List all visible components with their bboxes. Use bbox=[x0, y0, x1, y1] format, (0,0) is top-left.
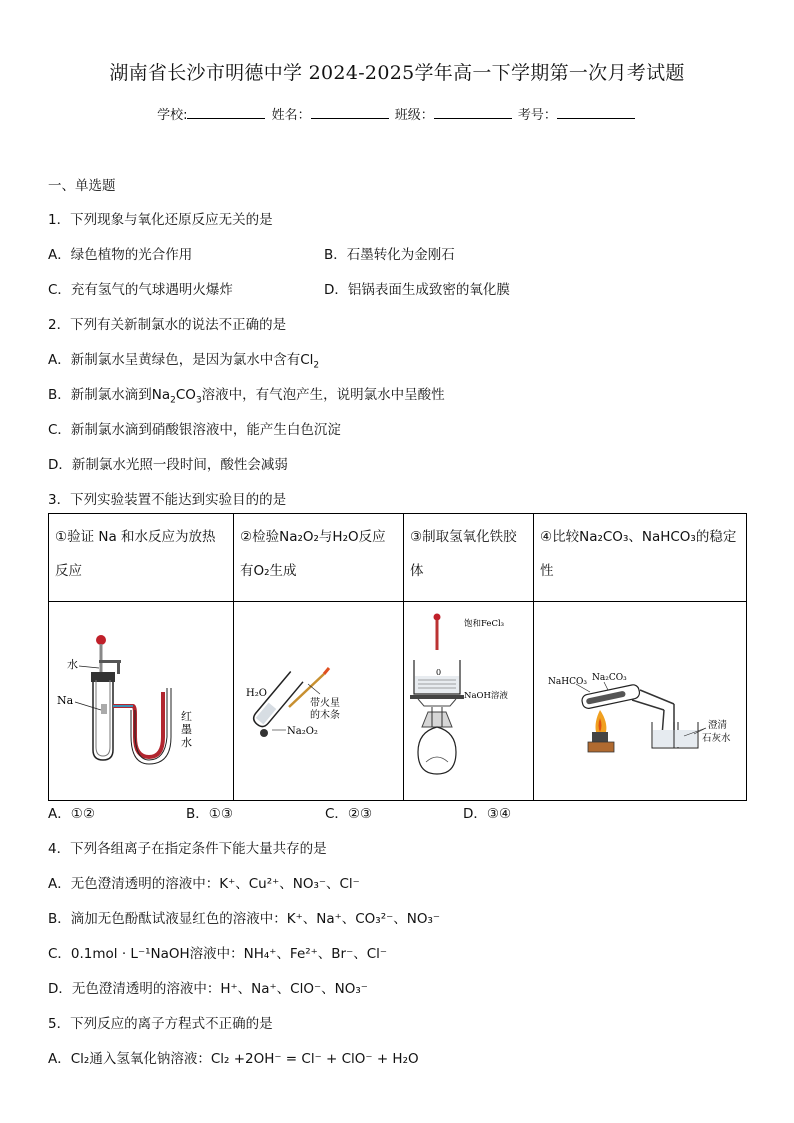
q1-option-b: B．石墨转化为金刚石 bbox=[324, 247, 455, 263]
label-limewater-2: 石灰水 bbox=[702, 733, 731, 744]
label-nahco3: NaHCO₃ bbox=[548, 677, 587, 687]
label-naoh: NaOH溶液 bbox=[464, 691, 508, 701]
q3-figure-1-cell bbox=[49, 602, 234, 801]
student-info-line bbox=[0, 104, 794, 123]
q4-option-a: A．无色澄清透明的溶液中：K⁺、Cu²⁺、NO₃⁻、Cl⁻ bbox=[48, 876, 360, 892]
page-title: 湖南省长沙市明德中学 2024-2025学年高一下学期第一次月考试题 bbox=[109, 62, 685, 84]
colloid-apparatus bbox=[404, 602, 533, 796]
q2-option-c: C．新制氯水滴到硝酸银溶液中，能产生白色沉淀 bbox=[48, 422, 341, 438]
school-blank bbox=[187, 106, 265, 119]
q3-experiment-table bbox=[48, 513, 747, 801]
q2-option-b: B．新制氯水滴到$Na_2CO_3$溶液中，有气泡产生，说明氯水中呈酸性 bbox=[48, 387, 445, 406]
label-na2co3: Na₂CO₃ bbox=[592, 673, 627, 683]
q1-option-a: A．绿色植物的光合作用 bbox=[48, 247, 193, 263]
q2-option-d: D．新制氯水光照一段时间，酸性会减弱 bbox=[48, 457, 288, 473]
q3-option-b: B．①③ bbox=[186, 806, 233, 822]
q3-cell-2: ②检验Na₂O₂与H₂O反应有O₂生成 bbox=[234, 514, 404, 602]
label-red-ink-2: 墨 bbox=[181, 723, 192, 736]
class-blank bbox=[434, 106, 512, 119]
q4-option-d: D．无色澄清透明的溶液中：H⁺、Na⁺、ClO⁻、NO₃⁻ bbox=[48, 981, 368, 997]
label-red-ink-1: 红 bbox=[181, 710, 192, 723]
section-title: 一、单选题 bbox=[48, 178, 116, 194]
q3-cell-1: ①验证 Na 和水反应为放热反应 bbox=[49, 514, 234, 602]
q3-figure-3-cell bbox=[404, 602, 534, 801]
label-water: 水 bbox=[67, 658, 78, 671]
q4-option-b: B．滴加无色酚酞试液显红色的溶液中：K⁺、Na⁺、CO₃²⁻、NO₃⁻ bbox=[48, 911, 441, 927]
q5-stem: 5．下列反应的离子方程式不正确的是 bbox=[48, 1016, 273, 1032]
label-na: Na bbox=[57, 694, 74, 707]
label-fecl3: 饱和FeCl₃ bbox=[464, 619, 505, 629]
name-label: 姓名： bbox=[271, 108, 311, 123]
q3-figure-2-cell bbox=[234, 602, 404, 801]
q4-option-c: C．0.1mol · L⁻¹NaOH溶液中：NH₄⁺、Fe²⁺、Br⁻、Cl⁻ bbox=[48, 946, 388, 962]
exam-number-blank bbox=[557, 106, 635, 119]
q1-stem: 1．下列现象与氧化还原反应无关的是 bbox=[48, 212, 273, 228]
q3-cell-3: ③制取氢氧化铁胶体 bbox=[404, 514, 534, 602]
q4-stem: 4．下列各组离子在指定条件下能大量共存的是 bbox=[48, 841, 327, 857]
q3-option-c: C．②③ bbox=[325, 806, 373, 822]
q2-option-a: A．新制氯水呈黄绿色，是因为氯水中含有$Cl_2$ bbox=[48, 352, 320, 371]
na-water-apparatus bbox=[49, 602, 233, 796]
na2o2-test-apparatus bbox=[234, 602, 403, 796]
label-splint-2: 的木条 bbox=[310, 710, 340, 721]
q3-figure-4-cell bbox=[534, 602, 747, 801]
label-splint-1: 带火星 bbox=[310, 698, 340, 709]
q1-option-c: C．充有氢气的气球遇明火爆炸 bbox=[48, 282, 233, 298]
q1-option-d: D．铝锅表面生成致密的氧化膜 bbox=[324, 282, 510, 298]
q3-option-a: A．①② bbox=[48, 806, 95, 822]
q3-option-d: D．③④ bbox=[463, 806, 512, 822]
q2-stem: 2．下列有关新制氯水的说法不正确的是 bbox=[48, 317, 287, 333]
exam-number-label: 考号： bbox=[517, 108, 557, 123]
school-label: 学校: bbox=[157, 108, 188, 123]
label-h2o: H₂O bbox=[246, 688, 267, 699]
name-blank bbox=[311, 106, 389, 119]
label-zero: 0 bbox=[436, 668, 442, 677]
q3-cell-4: ④比较Na₂CO₃、NaHCO₃的稳定性 bbox=[534, 514, 747, 602]
stability-apparatus bbox=[534, 602, 746, 796]
label-red-ink-3: 水 bbox=[181, 736, 192, 749]
q3-stem: 3．下列实验装置不能达到实验目的的是 bbox=[48, 492, 287, 508]
label-na2o2: Na₂O₂ bbox=[287, 726, 318, 737]
class-label: 班级： bbox=[394, 108, 434, 123]
q5-option-a: A．Cl₂通入氢氧化钠溶液：Cl₂ +2OH⁻ = Cl⁻ + ClO⁻ + H₂O bbox=[48, 1051, 419, 1067]
label-limewater-1: 澄清 bbox=[708, 720, 728, 731]
